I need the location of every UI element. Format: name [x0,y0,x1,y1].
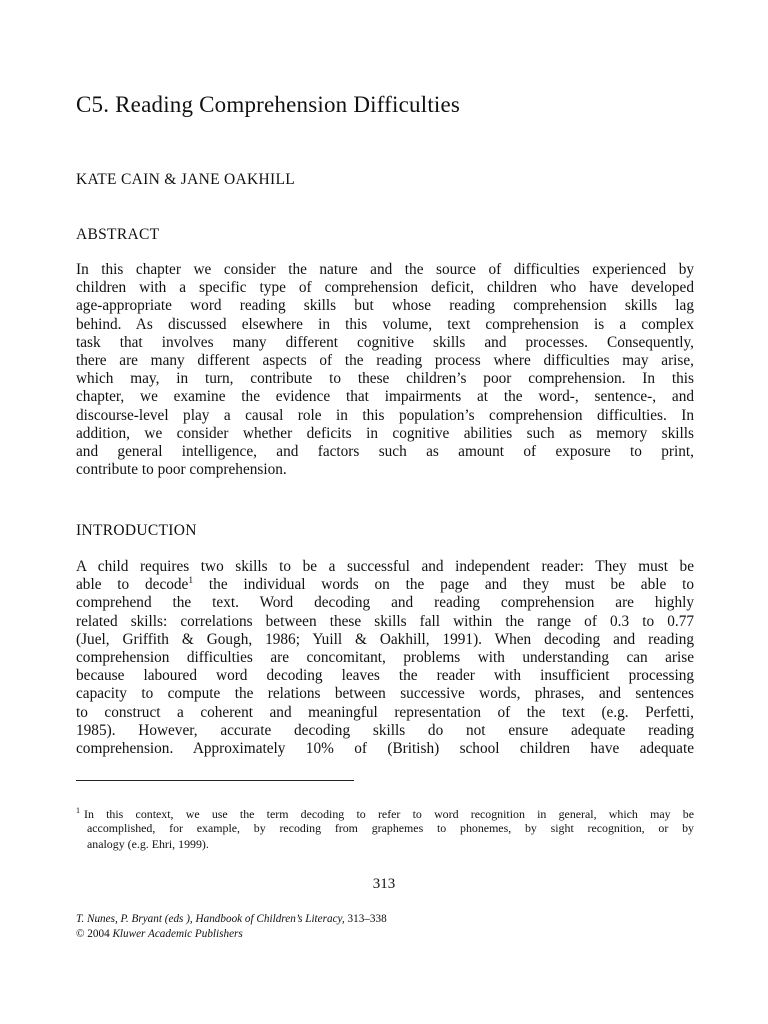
abstract-line: In this chapter we consider the nature and the source of difficulties experienced by [76,261,694,278]
abstract-line: there are many different aspects of the reading process where difficulties may arise, [76,351,694,369]
introduction-line: (Juel, Griffith & Gough, 1986; Yuill & Oakhill, 1991). When decoding and reading [76,630,694,648]
abstract-line: which may, in turn, contribute to these children’s poor comprehension. In this [76,370,694,388]
footnote [76,803,694,853]
introduction-line-start: able to decode [76,576,189,594]
footnote-divider [76,780,354,781]
footnote-mark: 1 [76,806,80,815]
abstract-line: chapter, we examine the evidence that impairments at the word-, sentence-, and [76,388,694,406]
introduction-line: A child requires two skills to be a successful and independent reader: They must be [76,558,694,575]
abstract-line: contribute to poor comprehension. [76,461,287,479]
abstract-line: and general intelligence, and factors such as amount of exposure to print, [76,442,694,460]
citation-book-title: Handbook of Children’s Literacy, [195,913,345,925]
chapter-title: C5. Reading Comprehension Difficulties [76,92,461,117]
abstract-line: behind. As discussed elsewhere in this volume, text comprehension is a complex [76,315,694,333]
citation-year: 2004 [87,927,110,940]
footnote-reference[interactable]: 1 [188,576,194,587]
abstract-line: task that involves many different cognitive skills and processes. Consequently, [76,333,694,351]
footnote-line: analogy (e.g. Ehri, 1999). [87,837,209,851]
abstract-line: discourse-level play a causal role in this population’s comprehension difficulties. In [76,406,694,424]
introduction-line: comprehension. Approximately 10% of (British) school children have adequate [76,739,694,757]
introduction-line: capacity to compute the relations between successive words, phrases, and sentences [76,685,694,703]
book-citation [76,912,387,941]
abstract-heading: ABSTRACT [76,226,160,243]
introduction-paragraph [76,558,694,758]
abstract-line: age-appropriate word reading skills but whose reading comprehension skills lag [76,297,694,315]
citation-line-1 [76,912,387,927]
citation-line-2 [76,927,387,942]
citation-pages: 313–338 [347,913,387,925]
copyright-symbol: © [76,927,85,940]
chapter-authors: KATE CAIN & JANE OAKHILL [76,171,296,188]
footnote-line [76,803,694,820]
citation-editors: T. Nunes, P. Bryant (eds ), [76,913,193,925]
introduction-line: related skills: correlations between these skills fall within the range of 0.3 to 0.77 [76,612,694,630]
footnote-line-text: In this context, we use the term decoding to refer to word recognition in general, which may be [84,807,694,821]
abstract-paragraph [76,261,694,479]
introduction-line: 1985). However, accurate decoding skills do not ensure adequate reading [76,721,694,739]
introduction-heading: INTRODUCTION [76,522,197,539]
introduction-line: because laboured word decoding leaves the reader with insufficient processing [76,667,694,685]
introduction-line-end: the individual words on the page and they must be able to [193,576,694,594]
citation-publisher: Kluwer Academic Publishers [112,927,243,940]
footnote-line: accomplished, for example, by recoding from graphemes to phonemes, by sight recognition, or by [87,820,694,835]
abstract-line: children with a specific type of comprehension deficit, children who have developed [76,279,694,297]
introduction-line-with-note [76,576,694,594]
introduction-line: to construct a coherent and meaningful representation of the text (e.g. Perfetti, [76,703,694,721]
introduction-line: comprehend the text. Word decoding and reading comprehension are highly [76,594,694,612]
page-number: 313 [372,876,396,892]
introduction-line: comprehension difficulties are concomitant, problems with understanding can arise [76,648,694,666]
abstract-line: addition, we consider whether deficits in cognitive abilities such as memory skills [76,424,694,442]
